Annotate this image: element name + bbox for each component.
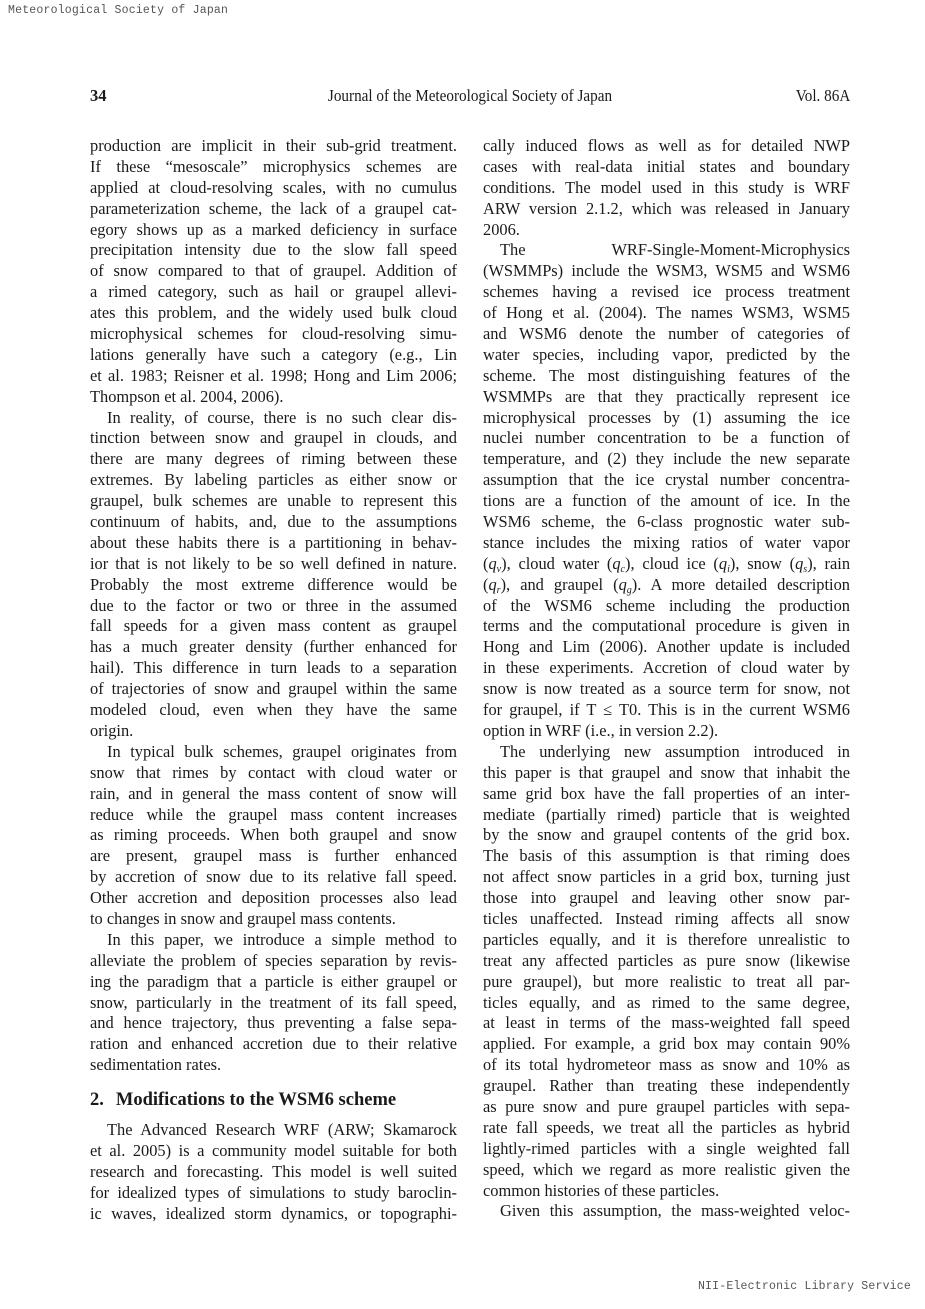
text-line: The underlying new assumption introduced in [500, 741, 850, 761]
text-line: alleviate the problem of species separation by revis- [90, 950, 457, 970]
text-line: scheme. The most distinguishing features of the [483, 365, 850, 385]
text-line: there are many degrees of riming between these [90, 449, 457, 469]
text-line: has a much greater density (further enhanced for [90, 637, 457, 657]
text-line: conditions. The model used in this study is WRF [483, 177, 850, 197]
text-line: ration and enhanced accretion due to their relative [90, 1034, 457, 1054]
text-line: In reality, of course, there is no such clear dis- [107, 407, 457, 427]
text-line: those into graupel and leaving other snow par- [483, 888, 850, 908]
text-line: Hong and Lim (2006). Another update is included [483, 637, 850, 657]
watermark-service: NII-Electronic Library Service [697, 1280, 911, 1293]
text-line: in these experiments. Accretion of cloud water by [483, 658, 850, 678]
text-line: fall speeds for a given mass content as graupel [90, 616, 457, 636]
text-line: production are implicit in their sub-grid treatment. [90, 136, 457, 155]
text-line: snow that rimes by contact with cloud water or [90, 762, 457, 782]
text-line: Probably the most extreme difference would be [90, 574, 457, 594]
text-line: ior that is not likely to be so well defined in nature. [90, 553, 457, 573]
text-line: pure graupel), but more realistic to treat all par- [483, 971, 850, 991]
text-line: (WSMMPs) include the WSM3, WSM5 and WSM6 [483, 261, 850, 281]
text-line: this paper is that graupel and snow that inhabit the [483, 762, 850, 782]
text-line: by accretion of snow due to its relative fall speed. [90, 867, 457, 887]
text-line: sedimentation rates. [90, 1055, 222, 1075]
text-line: In typical bulk schemes, graupel originates from [107, 741, 457, 761]
right-column [483, 136, 850, 1222]
text-line: cases with real-data initial states and boundary [483, 156, 850, 176]
text-line: The basis of this assumption is that riming does [483, 846, 850, 866]
text-line: microphysical processes by (1) assuming the ice [483, 407, 850, 427]
text-line: not affect snow particles in a grid box, turning just [483, 867, 850, 887]
text-line: continuum of habits, and, due to the assumptions [90, 512, 457, 532]
text-line: mediate (partially rimed) particle that is weighted [483, 804, 850, 824]
text-line: temperature, and (2) they include the new separate [483, 449, 850, 469]
text-line: WSM6 scheme, the 6-class prognostic water sub- [483, 512, 850, 532]
section-title: Modifications to the WSM6 scheme [115, 1090, 397, 1111]
text-line: precipitation intensity due to the slow fall speed [90, 240, 457, 260]
text-line: of trajectories of snow and graupel within the same [90, 679, 457, 699]
text-line: graupel. Rather than treating these independently [483, 1076, 850, 1096]
text-line: egory shows up as a marked deficiency in surface [90, 219, 457, 239]
text-line: nuclei number concentration to be a function of [483, 428, 850, 448]
text-line: as pure snow and pure graupel particles with sepa- [483, 1096, 850, 1116]
text-line: $(q_v)$, cloud water $(q_c)$, cloud ice $(q_i)$, snow $(q_s)$, rain [483, 553, 851, 575]
text-line: microphysical schemes for cloud-resolving simu- [90, 324, 457, 344]
text-line: same grid box have the fall properties of an inter- [483, 783, 850, 803]
text-line: speed, which we regard as more realistic given the [483, 1159, 850, 1179]
text-line: ticles equally, and as rimed to the same degree, [483, 992, 850, 1012]
text-line: applied. For example, a grid box may contain 90% [483, 1034, 850, 1054]
text-line: WSMMPs are that they practically represent ice [483, 386, 850, 406]
text-line: research and forecasting. This model is well suited [90, 1161, 457, 1181]
text-line: Other accretion and deposition processes also lead [90, 888, 457, 908]
journal-title: Journal of the Meteorological Society of Japan [327, 86, 613, 105]
page-number: 34 [90, 86, 107, 105]
text-line: at least in terms of the mass-weighted fall speed [483, 1013, 850, 1033]
text-line: cally induced flows as well as for detailed NWP [483, 136, 850, 155]
text-line: of its total hydrometeor mass as snow and 10% as [483, 1055, 850, 1075]
text-line: due to the factor or two or three in the assumed [90, 595, 457, 615]
watermark-publisher: Meteorological Society of Japan [8, 4, 229, 17]
text-line: If these “mesoscale” microphysics schemes are [90, 156, 457, 176]
text-line: rate fall speeds, we treat all the particles as hybrid [483, 1117, 850, 1137]
text-line: stance includes the mixing ratios of water vapor [483, 532, 850, 552]
section-number: 2. [90, 1090, 104, 1111]
text-line: ates this problem, and the widely used bulk cloud [90, 303, 457, 323]
section-heading [90, 1084, 457, 1116]
text-line: as riming proceeds. When both graupel and snow [90, 825, 457, 845]
text-line: ic waves, idealized storm dynamics, or topographi- [90, 1203, 457, 1223]
text-line: hail). This difference in turn leads to a separation [90, 658, 457, 678]
text-line: snow is now treated as a source term for snow, not [483, 679, 850, 699]
text-line: for graupel, if T ≤ T0. This is in the current WSM6 [483, 700, 850, 720]
text-line: of the WSM6 scheme including the production [483, 595, 850, 615]
text-line: by the snow and graupel contents of the grid box. [483, 825, 850, 845]
text-line: 2006. [483, 219, 520, 239]
text-line: In this paper, we introduce a simple method to [107, 929, 457, 949]
text-line: a rimed category, such as hail or graupel allevi- [90, 282, 457, 302]
text-line: ARW version 2.1.2, which was released in January [483, 198, 850, 218]
text-line: water species, including vapor, predicted by the [483, 344, 850, 364]
text-line: The WRF-Single-Moment-Microphysics [500, 240, 850, 260]
text-line: of snow compared to that of graupel. Addition of [90, 261, 457, 281]
text-line: lations generally have such a category (e.g., Lin [90, 344, 457, 364]
text-line: ing the paradigm that a particle is either graupel or [90, 971, 457, 991]
text-line: snow, particularly in the treatment of its fall speed, [90, 992, 457, 1012]
text-line: applied at cloud-resolving scales, with no cumulus [90, 177, 457, 197]
text-line: terms and the computational procedure is given in [483, 616, 850, 636]
text-line: et al. 1983; Reisner et al. 1998; Hong and Lim 2006; [90, 365, 457, 385]
text-line: extremes. By labeling particles as either snow or [90, 470, 457, 490]
text-line: particles equally, and it is therefore unrealistic to [483, 929, 850, 949]
text-line: common histories of these particles. [483, 1180, 720, 1200]
text-line: The Advanced Research WRF (ARW; Skamarock [107, 1120, 457, 1140]
text-line: modeled cloud, even when they have the same [90, 700, 457, 720]
left-column [90, 136, 457, 1225]
text-line: for idealized types of simulations to study baroclin- [90, 1182, 457, 1202]
text-line: origin. [90, 720, 134, 740]
text-line: graupel, bulk schemes are unable to represent this [90, 491, 457, 511]
text-line: are present, graupel mass is further enhanced [90, 846, 457, 866]
text-line: and WSM6 denote the number of categories of [483, 324, 850, 344]
text-line: assumption that the ice crystal number concentra- [483, 470, 850, 490]
text-line: reduce while the graupel mass content increases [90, 804, 457, 824]
text-line: tinction between snow and graupel in clouds, and [90, 428, 457, 448]
text-line: lightly-rimed particles with a single weighted fall [483, 1138, 850, 1158]
text-line: schemes having a revised ice process treatment [483, 282, 850, 302]
text-line: et al. 2005) is a community model suitable for both [90, 1140, 457, 1160]
text-line: tions are a function of the amount of ice. In the [483, 491, 850, 511]
text-line: and hence trajectory, thus preventing a false sepa- [90, 1013, 457, 1033]
text-line: option in WRF (i.e., in version 2.2). [483, 720, 719, 740]
text-line: treat any affected particles as pure snow (likewise [483, 950, 850, 970]
text-line: parameterization scheme, the lack of a graupel cat- [90, 198, 457, 218]
text-line: ticles unaffected. Instead riming affects all snow [483, 908, 850, 928]
text-line: about these habits there is a partitioning in behav- [90, 532, 457, 552]
text-line: $(q_r)$, and graupel $(q_g)$. A more detailed description [483, 574, 851, 596]
text-line: to changes in snow and graupel mass contents. [90, 908, 396, 928]
volume-label: Vol. 86A [795, 86, 850, 105]
running-head [90, 86, 850, 108]
text-line: Given this assumption, the mass-weighted veloc- [500, 1201, 850, 1221]
text-line: of Hong et al. (2004). The names WSM3, WSM5 [483, 303, 850, 323]
text-line: rain, and in general the mass content of snow will [90, 783, 457, 803]
text-line: Thompson et al. 2004, 2006). [90, 386, 284, 406]
